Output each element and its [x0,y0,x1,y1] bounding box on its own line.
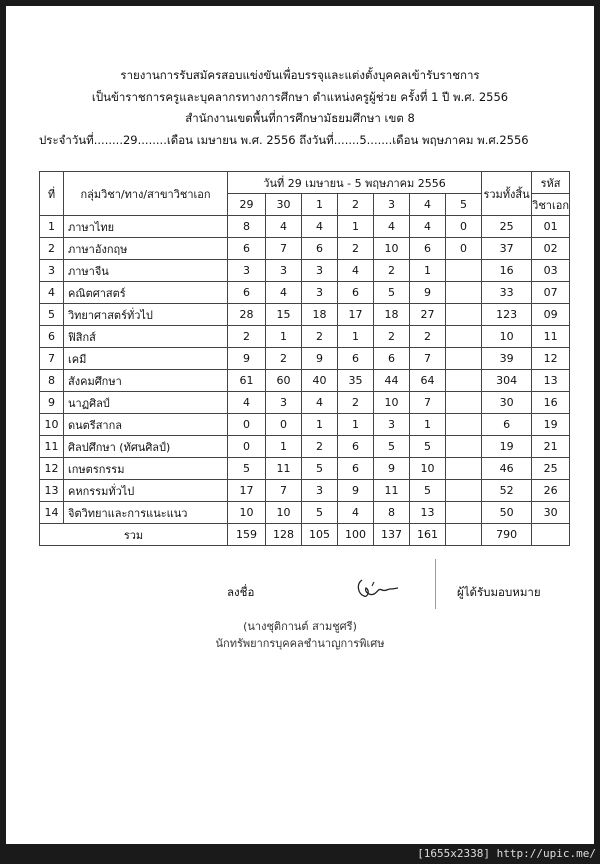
day-header: 1 [302,194,338,216]
subject-name: ภาษาอังกฤษ [64,238,228,260]
day-count [446,304,482,326]
day-count: 7 [410,348,446,370]
sum-code-empty [532,524,570,546]
day-count: 4 [374,216,410,238]
row-total: 16 [482,260,532,282]
day-count: 4 [338,502,374,524]
day-count [446,502,482,524]
day-count: 6 [338,348,374,370]
subject-code: 12 [532,348,570,370]
signature-label: ลงชื่อ [227,585,255,599]
subject-code: 07 [532,282,570,304]
subject-code: 01 [532,216,570,238]
day-count: 8 [374,502,410,524]
day-count: 40 [302,370,338,392]
date-range: ประจำวันที่........29........เดือน เมษายน พ.ศ. 2556 ถึงวันที่.......5.......เดือน พฤษภาคม พ.ศ.2556 [39,133,529,147]
subject-code: 21 [532,436,570,458]
subject-code: 11 [532,326,570,348]
signer-position: นักทรัพยากรบุคคลชำนาญการพิเศษ [215,637,385,650]
subject-code: 25 [532,458,570,480]
day-count: 4 [266,282,302,304]
day-count: 5 [410,436,446,458]
day-count: 60 [266,370,302,392]
table-row [40,282,570,304]
header-total: รวมทั้งสิ้น [482,172,532,216]
day-count: 3 [266,392,302,414]
day-header: 5 [446,194,482,216]
day-count: 0 [266,414,302,436]
day-header: 3 [374,194,410,216]
day-count [446,260,482,282]
table-row [40,414,570,436]
day-count: 6 [338,436,374,458]
day-count: 1 [338,326,374,348]
day-count: 18 [302,304,338,326]
row-total: 19 [482,436,532,458]
day-count: 6 [374,348,410,370]
subject-name: ภาษาจีน [64,260,228,282]
day-count: 9 [302,348,338,370]
day-count: 35 [338,370,374,392]
day-count: 15 [266,304,302,326]
row-total: 25 [482,216,532,238]
handwritten-signature [352,576,404,602]
table-row [40,480,570,502]
subject-name: จิตวิทยาและการแนะแนว [64,502,228,524]
grand-total: 790 [482,524,532,546]
subject-code: 19 [532,414,570,436]
row-number: 6 [40,326,64,348]
day-count: 6 [338,282,374,304]
header-code-line2: วิชาเอก [532,194,570,216]
subject-code: 02 [532,238,570,260]
day-count [446,326,482,348]
day-count: 5 [410,480,446,502]
day-count: 44 [374,370,410,392]
day-count: 2 [374,260,410,282]
day-count: 4 [228,392,266,414]
row-number: 5 [40,304,64,326]
day-count: 1 [410,260,446,282]
report-subtitle: เป็นข้าราชการครูและบุคลากรทางการศึกษา ตำแหน่งครูผู้ช่วย ครั้งที่ 1 ปี พ.ศ. 2556 [91,90,509,104]
row-number: 7 [40,348,64,370]
day-count: 7 [266,238,302,260]
day-count: 9 [228,348,266,370]
day-count: 2 [228,326,266,348]
subject-code: 16 [532,392,570,414]
table-row [40,260,570,282]
day-count: 61 [228,370,266,392]
day-count: 2 [302,326,338,348]
day-count: 3 [266,260,302,282]
day-sum: 128 [266,524,302,546]
day-count: 1 [338,414,374,436]
day-count: 7 [266,480,302,502]
row-number: 13 [40,480,64,502]
row-number: 10 [40,414,64,436]
day-count: 10 [410,458,446,480]
day-count: 6 [228,238,266,260]
day-count: 28 [228,304,266,326]
subject-code: 09 [532,304,570,326]
day-count: 0 [446,216,482,238]
day-count: 1 [302,414,338,436]
day-count: 3 [228,260,266,282]
day-count: 3 [302,282,338,304]
subject-code: 13 [532,370,570,392]
day-count: 10 [374,238,410,260]
day-count: 5 [374,436,410,458]
table-row [40,348,570,370]
row-total: 6 [482,414,532,436]
day-count [446,480,482,502]
day-count: 64 [410,370,446,392]
row-total: 30 [482,392,532,414]
header-no: ที่ [40,172,64,216]
day-count: 1 [266,326,302,348]
day-count [446,414,482,436]
row-number: 3 [40,260,64,282]
day-sum [446,524,482,546]
subject-name: คณิตศาสตร์ [64,282,228,304]
day-count: 4 [266,216,302,238]
day-count: 3 [302,480,338,502]
subject-name: เกษตรกรรม [64,458,228,480]
day-count: 10 [228,502,266,524]
table-row [40,436,570,458]
receiver-label: ผู้ได้รับมอบหมาย [457,585,541,599]
day-header: 4 [410,194,446,216]
day-count: 7 [410,392,446,414]
day-count: 10 [266,502,302,524]
day-header: 2 [338,194,374,216]
signer-name: (นางชุติกานต์ สามชูศรี) [243,620,357,633]
day-count [446,392,482,414]
table-row [40,502,570,524]
day-count [446,370,482,392]
subject-name: สังคมศึกษา [64,370,228,392]
day-count: 17 [228,480,266,502]
day-count: 2 [410,326,446,348]
day-sum: 137 [374,524,410,546]
day-count: 0 [228,414,266,436]
row-total: 123 [482,304,532,326]
day-count: 2 [302,436,338,458]
day-count: 2 [338,392,374,414]
row-number: 14 [40,502,64,524]
applicant-table [39,171,570,546]
day-count: 1 [338,216,374,238]
day-count: 9 [410,282,446,304]
row-total: 37 [482,238,532,260]
day-sum: 161 [410,524,446,546]
day-count: 0 [228,436,266,458]
day-count: 8 [228,216,266,238]
day-count: 2 [374,326,410,348]
subject-name: ฟิสิกส์ [64,326,228,348]
row-number: 11 [40,436,64,458]
subject-name: ศิลปศึกษา (ทัศนศิลป์) [64,436,228,458]
subject-code: 26 [532,480,570,502]
row-total: 46 [482,458,532,480]
day-count: 6 [228,282,266,304]
header-period: วันที่ 29 เมษายน - 5 พฤษภาคม 2556 [228,172,482,194]
sum-row [40,524,570,546]
day-count: 3 [302,260,338,282]
table-row [40,326,570,348]
day-count: 5 [302,502,338,524]
office-name: สำนักงานเขตพื้นที่การศึกษามัธยมศึกษา เขต 8 [185,111,415,125]
row-number: 2 [40,238,64,260]
subject-name: นาฏศิลป์ [64,392,228,414]
subject-code: 30 [532,502,570,524]
day-count: 9 [374,458,410,480]
subject-name: วิทยาศาสตร์ทั่วไป [64,304,228,326]
day-count: 13 [410,502,446,524]
day-count: 17 [338,304,374,326]
day-count: 6 [410,238,446,260]
row-total: 50 [482,502,532,524]
row-number: 12 [40,458,64,480]
day-sum: 105 [302,524,338,546]
day-count: 2 [338,238,374,260]
day-sum: 100 [338,524,374,546]
subject-name: ภาษาไทย [64,216,228,238]
day-count: 4 [302,216,338,238]
subject-name: คหกรรมทั่วไป [64,480,228,502]
divider-line [435,559,436,609]
day-count [446,458,482,480]
row-total: 52 [482,480,532,502]
day-header: 29 [228,194,266,216]
day-count: 4 [302,392,338,414]
day-count: 1 [266,436,302,458]
row-number: 4 [40,282,64,304]
day-count: 1 [410,414,446,436]
day-count: 3 [374,414,410,436]
day-sum: 159 [228,524,266,546]
row-number: 1 [40,216,64,238]
day-count: 11 [374,480,410,502]
day-count: 4 [410,216,446,238]
day-count: 6 [302,238,338,260]
day-count: 10 [374,392,410,414]
day-header: 30 [266,194,302,216]
row-number: 9 [40,392,64,414]
table-row [40,392,570,414]
report-title: รายงานการรับสมัครสอบแข่งขันเพื่อบรรจุและแต่งตั้งบุคคลเข้ารับราชการ [120,68,480,82]
subject-code: 03 [532,260,570,282]
day-count: 9 [338,480,374,502]
day-count: 6 [338,458,374,480]
day-count: 18 [374,304,410,326]
header-code-line1: รหัส [532,172,570,194]
day-count: 2 [266,348,302,370]
day-count: 11 [266,458,302,480]
table-row [40,238,570,260]
day-count [446,282,482,304]
day-count: 0 [446,238,482,260]
table-row [40,370,570,392]
day-count: 27 [410,304,446,326]
header-subject: กลุ่มวิชา/ทาง/สาขาวิชาเอก [64,172,228,216]
document-page [6,6,594,844]
image-source-footer: [1655x2338] http://upic.me/ [417,847,596,860]
row-total: 304 [482,370,532,392]
subject-name: เคมี [64,348,228,370]
row-total: 33 [482,282,532,304]
day-count [446,348,482,370]
day-count: 5 [228,458,266,480]
row-total: 10 [482,326,532,348]
day-count: 5 [302,458,338,480]
day-count [446,436,482,458]
row-number: 8 [40,370,64,392]
row-total: 39 [482,348,532,370]
sum-label: รวม [40,524,228,546]
subject-name: ดนตรีสากล [64,414,228,436]
table-row [40,216,570,238]
day-count: 5 [374,282,410,304]
day-count: 4 [338,260,374,282]
table-row [40,458,570,480]
table-row [40,304,570,326]
